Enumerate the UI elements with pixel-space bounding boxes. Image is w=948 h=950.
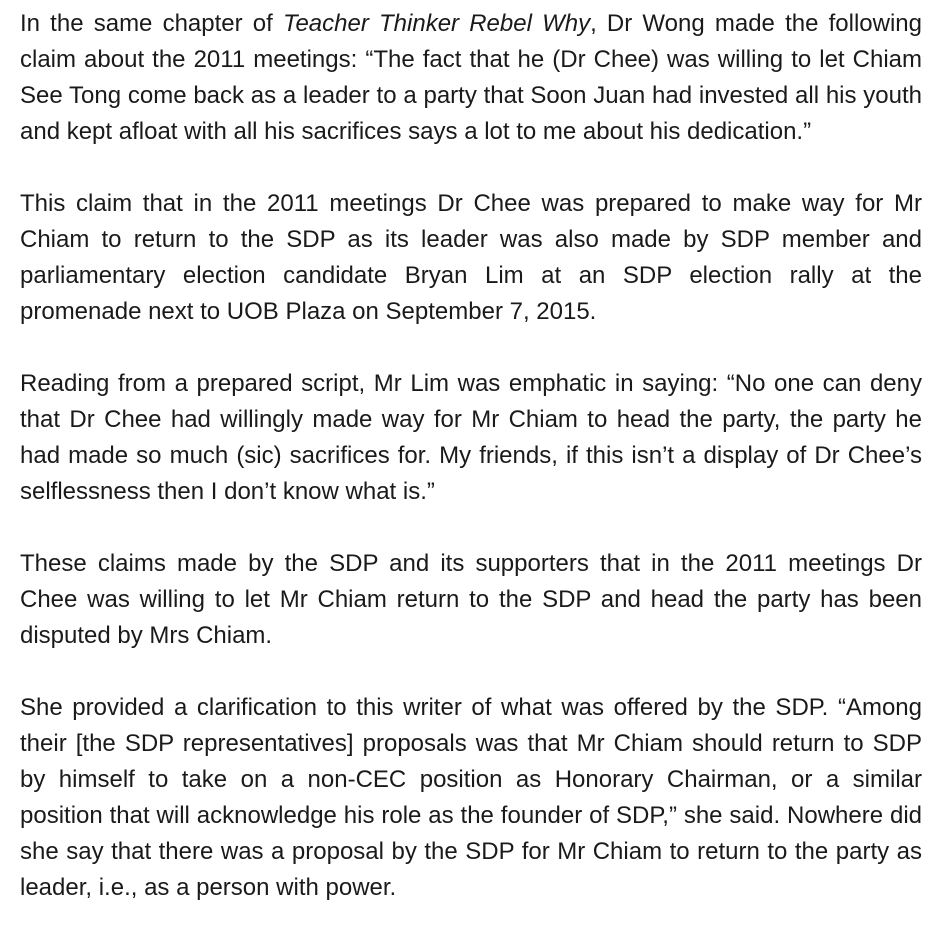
paragraph-1-intro: In the same chapter of [20, 10, 283, 37]
paragraph-2: This claim that in the 2011 meetings Dr Chee was prepared to make way for Mr Chiam to return to the SDP as its leader was also made by SDP member and parliamentary election candidate Bryan Lim at an SDP election rally at the promenade next to UOB Plaza on September 7, 2015. [20, 190, 922, 325]
paragraph-5: She provided a clarification to this writer of what was offered by the SDP. “Among their [the SDP representatives] proposals was that Mr Chiam should return to SDP by himself to take on a non-CEC position as Honorary Chairman, or a similar position that will acknowledge his role as the founder of SDP,” she said. Nowhere did she say that there was a proposal by the SDP for Mr Chiam to return to the party as leader, i.e., as a person with power. [20, 694, 922, 901]
paragraph-4: These claims made by the SDP and its supporters that in the 2011 meetings Dr Chee was willing to let Mr Chiam return to the SDP and head the party has been disputed by Mrs Chiam. [20, 550, 922, 649]
paragraph-1-body: , Dr Wong made the following claim about the 2011 meetings: “The fact that he (Dr Chee) was willing to let Chiam See Tong come back as a leader to a party that Soon Juan had invested all his youth and kept afloat with all his sacrifices says a lot to me about his dedication.” [20, 10, 922, 145]
paragraph-3: Reading from a prepared script, Mr Lim was emphatic in saying: “No one can deny that Dr Chee had willingly made way for Mr Chiam to head the party, the party he had made so much (sic) sacrifices for. My friends, if this isn’t a display of Dr Chee’s selflessness then I don’t know what is.” [20, 370, 922, 505]
book-title: Teacher Thinker Rebel Why [283, 10, 591, 37]
paragraph-1 [20, 6, 922, 150]
